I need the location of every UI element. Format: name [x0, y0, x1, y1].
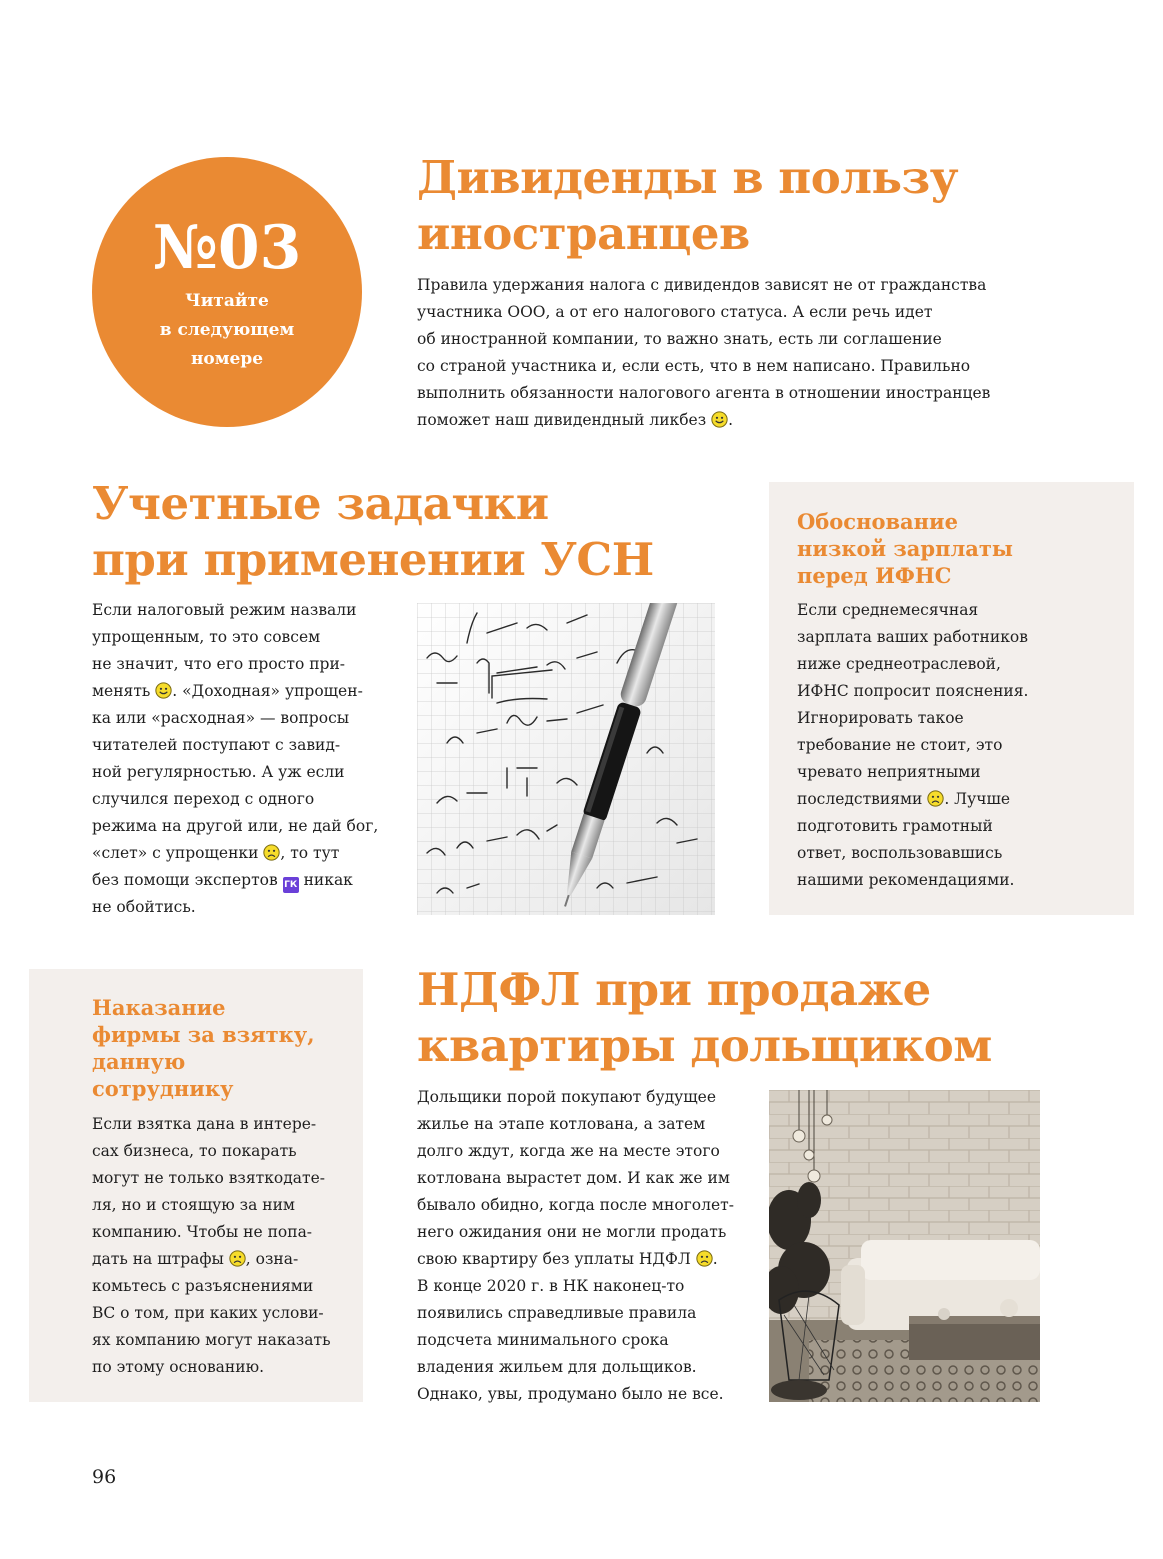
issue-subtitle: Читайте в следующем номере: [159, 291, 295, 369]
usn-title: Учетные задачки при применении УСН: [92, 477, 654, 586]
ndfl-body: Дольщики порой покупают будущее жилье на этапе котлована, а затем долго ждут, когда же на месте этого котлована вырастет дом. И как же им бывало обидно, когда после многолет- него ожидания они не могли продать свою квартиру без уплаты НДФЛ . В конце 2020 г. в НК наконец-то появились справедливые правила подсчета минимального срока владения жильем для дольщиков. Однако, увы, продумано было не все.: [417, 1088, 734, 1403]
smiley-face-icon: [155, 682, 172, 699]
interior-photo: [769, 1090, 1040, 1402]
sad-face-icon: [229, 1250, 246, 1267]
gk-logo-icon: ГК: [283, 877, 299, 893]
smiley-face-icon: [711, 411, 728, 428]
ndfl-title: НДФЛ при продаже квартиры дольщиком: [417, 963, 992, 1072]
bribe-title: Наказание фирмы за взятку, данную сотруднику: [92, 995, 315, 1101]
math-notes-photo: [417, 603, 715, 915]
salary-title: Обоснование низкой зарплаты перед ИФНС: [797, 509, 1013, 588]
dividends-body: Правила удержания налога с дивидендов зависят не от гражданства участника ООО, а от его налогового статуса. А если речь идет об иностранной компании, то важно знать, есть ли соглашение со страной участника и, если есть, что в нем написано. Правильно выполнить обязанности налогового агента в отношении иностранцев поможет наш дивидендный ликбез .: [417, 276, 991, 429]
page-number: 96: [92, 1466, 117, 1488]
salary-body: Если среднемесячная зарплата ваших работников ниже среднеотраслевой, ИФНС попросит пояснения. Игнорировать такое требование не стоит, это чревато неприятными последствиями . Лучше подготовить грамотный ответ, воспользовавшись нашими рекомендациями.: [797, 601, 1029, 889]
issue-number: №03: [152, 213, 302, 283]
bribe-body: Если взятка дана в интере- сах бизнеса, то покарать могут не только взяткодате- ля, но и стоящую за ним компанию. Чтобы не попа- дать на штрафы , озна- комьтесь с разъяснениями ВС о том, при каких услови- ях компанию могут наказать по этому основанию.: [92, 1115, 331, 1376]
usn-body: Если налоговый режим назвали упрощенным, то это совсем не значит, что его просто при- менять . «Доходная» упрощен- ка или «расходная» — вопросы читателей поступают с завид- ной регулярностью. А уж если случился переход с одного режима на другой или, не дай бог, «слет» с упрощенки , то тут без помощи экспертов ГК никак не обойтись.: [92, 601, 379, 916]
sad-face-icon: [263, 844, 280, 861]
dividends-title: Дивиденды в пользу иностранцев: [417, 151, 959, 260]
sad-face-icon: [927, 790, 944, 807]
sad-face-icon: [696, 1250, 713, 1267]
issue-badge: [92, 157, 362, 427]
